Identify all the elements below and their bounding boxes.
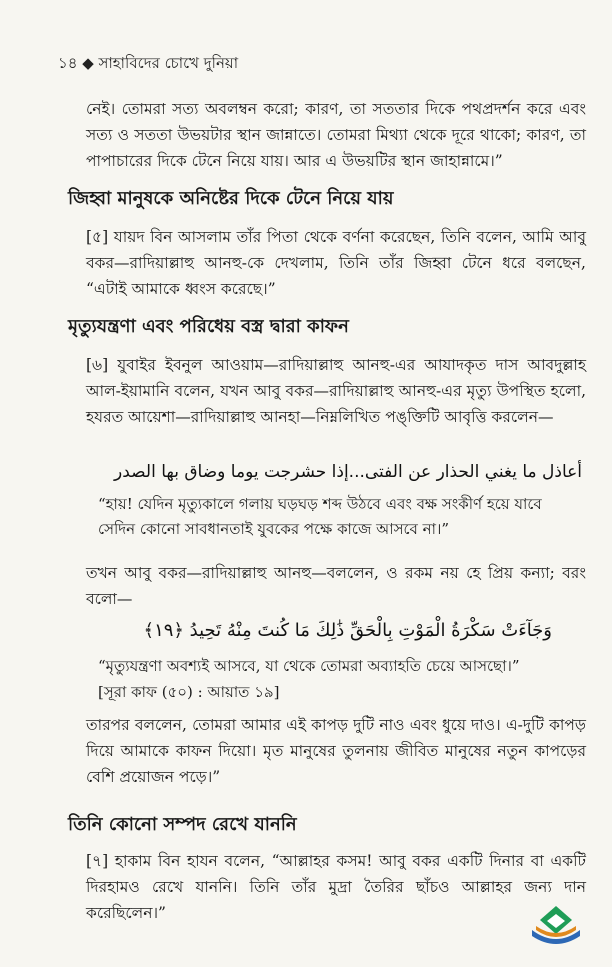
hadith-5-paragraph: [৫] যায়দ বিন আসলাম তাঁর পিতা থেকে বর্ণনা করেছেন, তিনি বলেন, আমি আবু বকর—রাদিয়াল্লাহু আনহু-কে দেখলাম, তিনি তাঁর জিহ্বা টেনে ধরে বলছেন, “এটাই আমাকে ধ্বংস করেছে।”	[86, 228, 586, 298]
quran-translation: “মৃত্যুযন্ত্রণা অবশ্যই আসবে, যা থেকে তোমরা অব্যাহতি চেয়ে আসছো।”	[98, 657, 520, 675]
section-heading-death-pangs: মৃত্যুযন্ত্রণা এবং পরিধেয় বস্ত্র দ্বারা কাফন	[68, 316, 349, 337]
poetry-translation: “হায়! যেদিন মৃত্যুকালে গলায় ঘড়ঘড় শব্দ উঠবে এবং বক্ষ সংকীর্ণ হয়ে যাবে সেদিন কোনো সাবধানতাই যুবকের পক্ষে কাজে আসবে না।”	[98, 495, 542, 538]
section-heading-no-wealth: তিনি কোনো সম্পদ রেখে যাননি	[68, 814, 297, 835]
hadith-7-paragraph: [৭] হাকাম বিন হাযন বলেন, “আল্লাহর কসম! আবু বকর একটি দিনার বা একটি দিরহামও রেখে যাননি। তিনি তাঁর মুদ্রা তৈরির ছাঁচও আল্লাহর জন্য দান করেছিলেন।”	[86, 852, 586, 922]
publisher-logo-icon	[528, 904, 584, 952]
quran-reference: [সূরা কাফ (৫০) : আয়াত ১৯]	[98, 683, 280, 701]
hadith-6-paragraph: [৬] যুবাইর ইবনুল আওয়াম—রাদিয়াল্লাহু আনহু-এর আযাদকৃত দাস আবদুল্লাহ আল-ইয়ামানি বলেন, যখন আবু বকর—রাদিয়াল্লাহু আনহু-এর মৃত্যু উপস্থিত হলো, হযরত আয়েশা—রাদিয়াল্লাহু আনহা—নিম্নলিখিত পঙ্‌ক্তিটি আবৃত্তি করলেন—	[86, 356, 586, 426]
intro-paragraph: নেই। তোমরা সত্য অবলম্বন করো; কারণ, তা সততার দিকে পথপ্রদর্শন করে এবং সত্য ও সততা উভয়টার স্থান জান্নাতে। তোমরা মিথ্যা থেকে দূরে থাকো; কারণ, তা পাপাচারের দিকে টেনে নিয়ে যায়। আর এ উভয়টির স্থান জাহান্নামে।”	[86, 100, 586, 170]
quran-verse: وَجَآءَتْ سَكْرَةُ الْمَوْتِ بِالْحَقِّ ذَٰلِكَ مَا كُنتَ مِنْهُ تَحِيدُ ﴿١٩﴾	[143, 620, 552, 641]
abu-bakr-reply: তখন আবু বকর—রাদিয়াল্লাহু আনহু—বললেন, ও রকম নয় হে প্রিয় কন্যা; বরং বলো—	[86, 564, 586, 608]
section-heading-tongue: জিহ্বা মানুষকে অনিষ্টের দিকে টেনে নিয়ে যায়	[68, 188, 394, 209]
arabic-poetry-verse: أعاذل ما يغني الحذار عن الفتى...إذا حشرجت يوما وضاق بها الصدر	[114, 462, 582, 482]
shroud-instruction-paragraph: তারপর বললেন, তোমরা আমার এই কাপড় দুটি নাও এবং ধুয়ে দাও। এ-দুটি কাপড় দিয়ে আমাকে কাফন দিয়ো। মৃত মানুষের তুলনায় জীবিত মানুষের নতুন কাপড়ের বেশি প্রয়োজন পড়ে।”	[86, 716, 586, 786]
running-head: ১৪ ◆ সাহাবিদের চোখে দুনিয়া	[58, 54, 239, 72]
